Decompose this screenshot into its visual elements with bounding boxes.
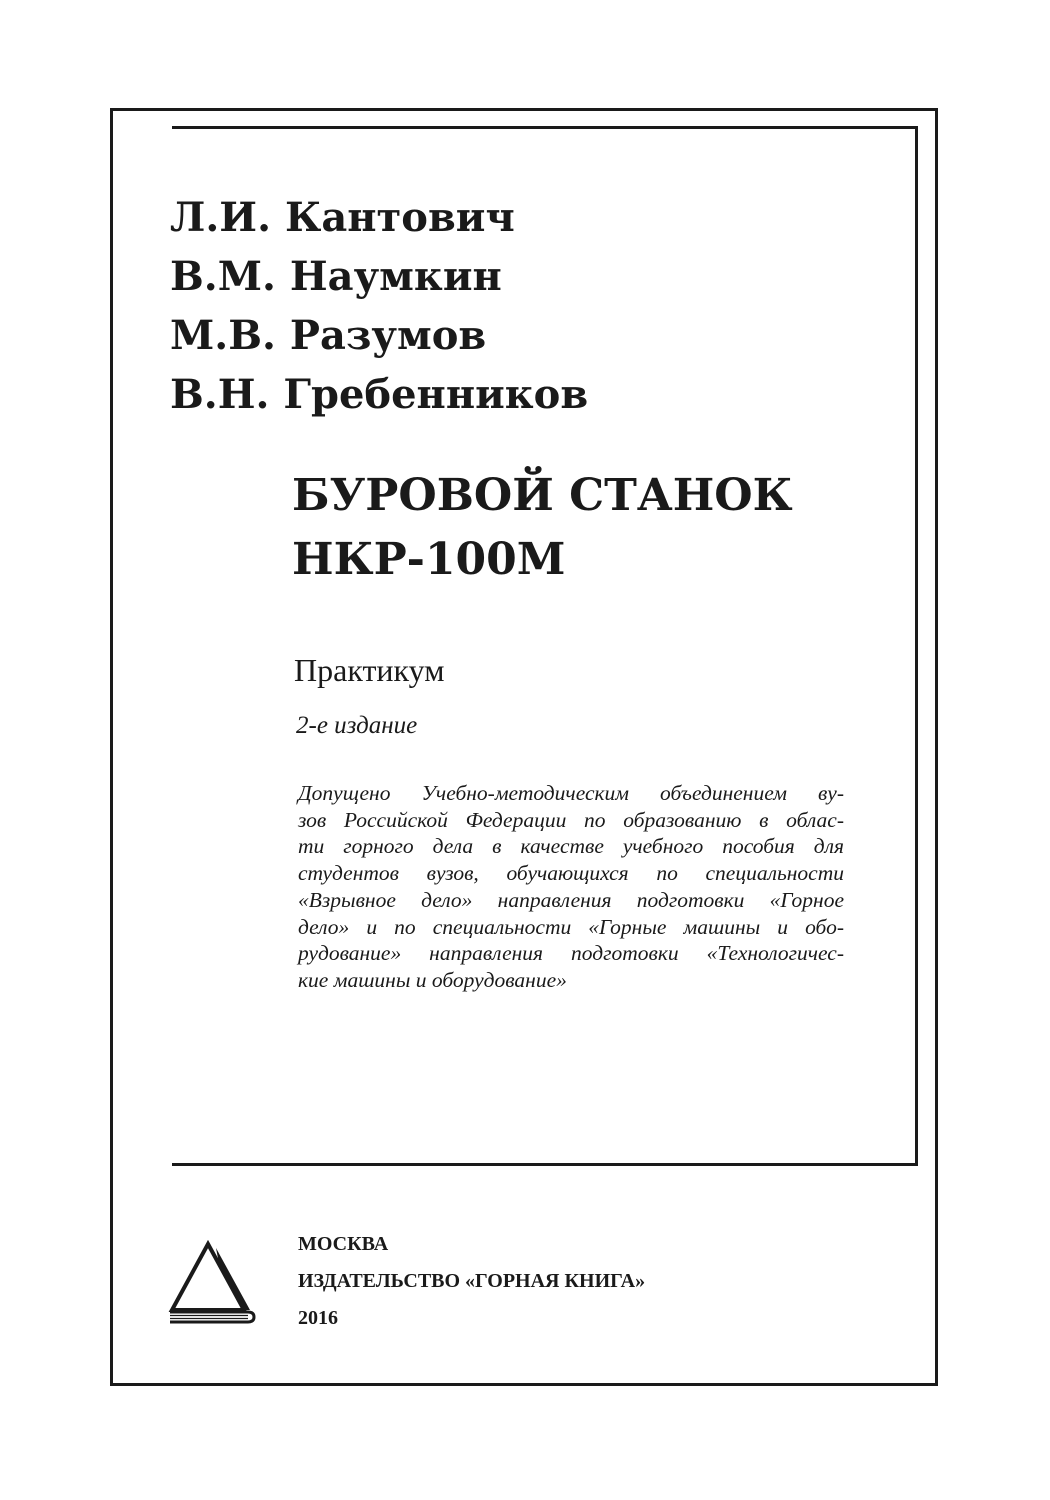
- book-title-line: НКР-100М: [292, 534, 566, 585]
- approval-line: зов Российской Федерации по образованию в облас-: [298, 807, 844, 832]
- approval-line: рудование» направления подготовки «Технологичес-: [298, 941, 844, 966]
- approval-line: «Взрывное дело» направления подготовки «Горное: [298, 887, 844, 912]
- imprint-year: 2016: [298, 1307, 338, 1329]
- approval-line: кие машины и оборудование»: [298, 967, 567, 992]
- publisher-triangle-book-logo-icon: [168, 1240, 258, 1330]
- edition-label: 2-е издание: [296, 712, 418, 739]
- author-name: М.В. Разумов: [170, 312, 487, 359]
- book-title: [292, 464, 793, 592]
- author-name: В.М. Наумкин: [170, 253, 502, 300]
- author-name: Л.И. Кантович: [170, 194, 515, 241]
- book-subtitle: Практикум: [294, 652, 445, 688]
- top-rule: [172, 126, 918, 129]
- approval-line: студентов вузов, обучающихся по специальности: [298, 861, 844, 886]
- approval-line: ти горного дела в качестве учебного пособия для: [298, 834, 844, 859]
- imprint-city: МОСКВА: [298, 1233, 389, 1255]
- approval-statement: [298, 780, 844, 994]
- author-name: В.Н. Гребенников: [170, 371, 589, 418]
- author-list: [170, 188, 588, 424]
- imprint-publisher: ИЗДАТЕЛЬСТВО «ГОРНАЯ КНИГА»: [298, 1270, 646, 1292]
- bottom-rule: [172, 1163, 918, 1166]
- book-title-line: БУРОВОЙ СТАНОК: [292, 470, 793, 521]
- right-rule: [915, 126, 918, 1166]
- approval-line: Допущено Учебно-методическим объединением ву-: [298, 781, 844, 805]
- approval-line: дело» и по специальности «Горные машины и обо-: [298, 914, 844, 939]
- imprint-block: [298, 1226, 645, 1337]
